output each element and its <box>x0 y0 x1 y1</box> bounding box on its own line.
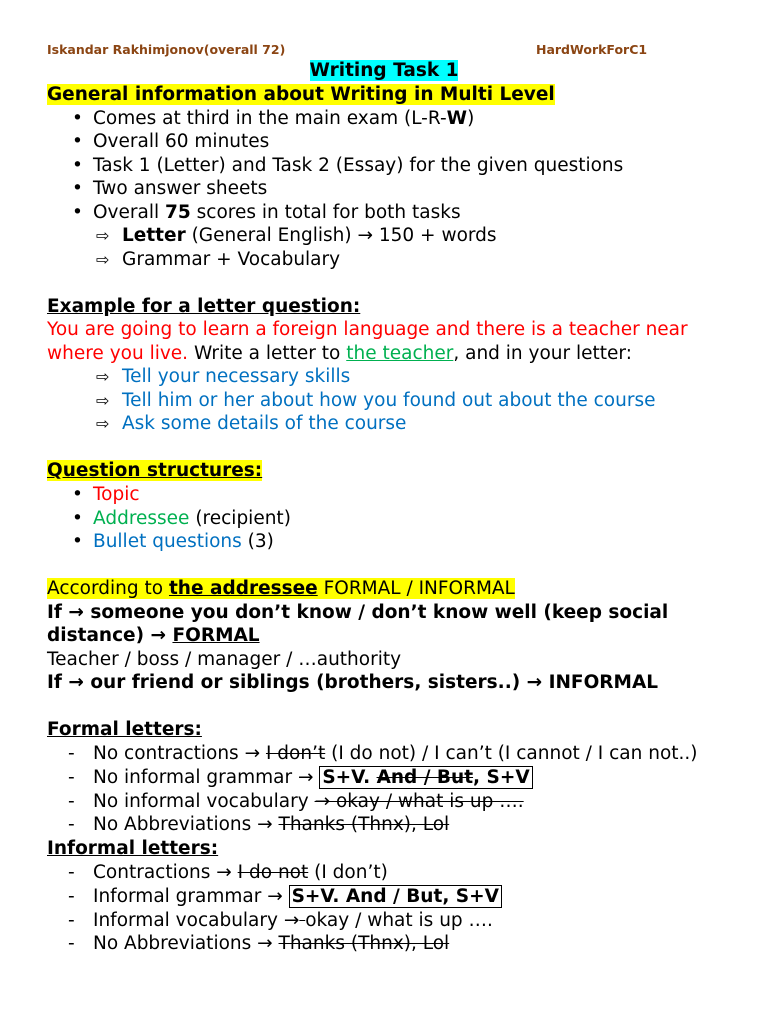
example-topic-line: You are going to learn a foreign language and there is a teacher near <box>47 319 688 340</box>
bullet-icon: • <box>72 484 83 505</box>
bullet-icon: • <box>72 131 83 152</box>
list-item: Contractions → I do not (I don’t) <box>93 862 388 883</box>
list-item: Overall 75 scores in total for both tasks <box>93 202 461 223</box>
dash-icon: - <box>68 910 75 931</box>
list-item: No informal grammar → S+V. And / But, S+V <box>93 766 533 789</box>
list-item: Ask some details of the course <box>122 413 407 434</box>
list-item: No Abbreviations → Thanks (Thnx), Lol <box>93 933 450 954</box>
list-item: Tell your necessary skills <box>122 366 351 387</box>
bullet-icon: • <box>72 178 83 199</box>
example-instruction-line: where you live. Write a letter to the teacher, and in your letter: <box>47 343 632 364</box>
section-heading-structures: Question structures: <box>47 460 263 481</box>
list-item: No contractions → I don’t (I do not) / I can’t (I cannot / I can not..) <box>93 743 698 764</box>
informal-rule-line: If → our friend or siblings (brothers, sisters..) → INFORMAL <box>47 672 659 693</box>
list-item: Informal grammar → S+V. And / But, S+V <box>93 885 502 908</box>
list-item: Overall 60 minutes <box>93 131 270 152</box>
list-item: Letter (General English) → 150 + words <box>122 225 497 246</box>
brand-tag: HardWorkForC1 <box>536 42 648 57</box>
list-item: Addressee (recipient) <box>93 508 291 529</box>
dash-icon: - <box>68 791 75 812</box>
list-item: Task 1 (Letter) and Task 2 (Essay) for the given questions <box>93 155 624 176</box>
section-heading-formal: Formal letters: <box>47 719 202 740</box>
dash-icon: - <box>68 814 75 835</box>
list-item: Grammar + Vocabulary <box>122 249 341 270</box>
arrow-right-icon: ⇨ <box>96 414 110 433</box>
section-heading-informal: Informal letters: <box>47 838 219 859</box>
section-heading-example: Example for a letter question: <box>47 296 361 317</box>
bullet-icon: • <box>72 155 83 176</box>
section-heading-general: General information about Writing in Multi Level <box>47 84 555 105</box>
arrow-right-icon: ⇨ <box>96 250 110 269</box>
list-item: Topic <box>93 484 140 505</box>
bullet-icon: • <box>72 508 83 529</box>
arrow-right-icon: ⇨ <box>96 391 110 410</box>
dash-icon: - <box>68 767 75 788</box>
list-item: Comes at third in the main exam (L-R-W) <box>93 108 475 129</box>
bullet-icon: • <box>72 108 83 129</box>
formal-rule-line-2: distance) → FORMAL <box>47 625 260 646</box>
page-title: Writing Task 1 <box>309 60 459 81</box>
list-item: Two answer sheets <box>93 178 268 199</box>
bullet-icon: • <box>72 202 83 223</box>
bullet-icon: • <box>72 531 83 552</box>
addressee-line: According to the addressee FORMAL / INFORMAL <box>47 578 515 599</box>
list-item: No informal vocabulary → okay / what is up …. <box>93 791 524 812</box>
list-item: No Abbreviations → Thanks (Thnx), Lol <box>93 814 450 835</box>
formal-examples-line: Teacher / boss / manager / …authority <box>47 649 402 670</box>
formal-rule-line: If → someone you don’t know / don’t know well (keep social <box>47 602 669 623</box>
dash-icon: - <box>68 862 75 883</box>
dash-icon: - <box>68 743 75 764</box>
author-name: Iskandar Rakhimjonov(overall 72) <box>47 42 286 57</box>
list-item: Tell him or her about how you found out about the course <box>122 390 656 411</box>
arrow-right-icon: ⇨ <box>96 367 110 386</box>
list-item: Bullet questions (3) <box>93 531 274 552</box>
list-item: Informal vocabulary → okay / what is up …. <box>93 910 493 931</box>
arrow-right-icon: ⇨ <box>96 226 110 245</box>
dash-icon: - <box>68 886 75 907</box>
dash-icon: - <box>68 933 75 954</box>
